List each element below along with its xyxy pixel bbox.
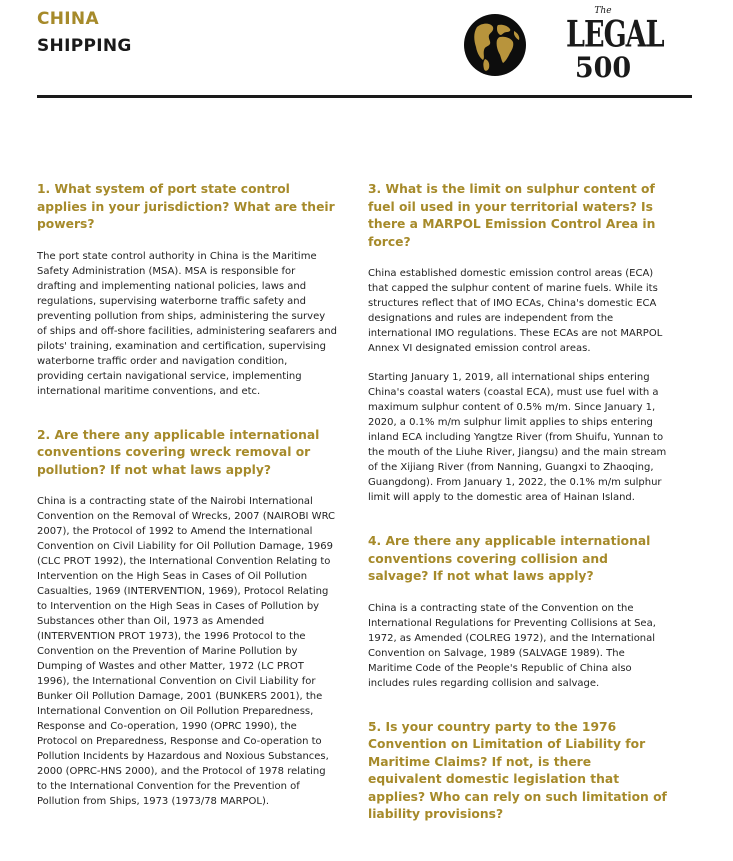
logo-500: 500 [574,51,632,85]
practice-area-title: SHIPPING [37,36,132,56]
answer-1-paragraph: The port state control authority in China is the Maritime Safety Administration (MSA). MSA is responsible for drafting and implementing national policies, laws and regulations, supervising waterborne traffic safety and preventing pollution from ships, administering the survey of ships and off-shore facilities, administering seafarers and pilots' training, examination and certification, supervising waterborne traffic order and navigation condition, providing certain navigational service, implementing international maritime conventions, and etc. [37,250,337,397]
right-column [368,181,668,839]
logo-legal: LEGAL [566,14,664,57]
question-2-heading: 2. Are there any applicable international conventions covering wreck removal or pollution? If not what laws apply? [37,427,320,477]
header-divider [37,95,692,98]
legal500-logo [566,6,664,85]
answer-2-paragraph: China is a contracting state of the Nairobi International Convention on the Removal of Wrecks, 2007 (NAIROBI WRC 2007), the Protocol of 1992 to Amend the International Convention on Civil Liability for Oil Pollution Damage, 1969 (CLC PROT 1992), the International Convention Relating to Intervention on the High Seas in Cases of Oil Pollution Casualties, 1969 (INTERVENTION, 1969), Protocol Relating to Intervention on the High Seas in Cases of Pollution by Substances other than Oil, 1973 as Amended (INTERVENTION PROT 1973), the 1996 Protocol to the Convention on the Prevention of Marine Pollution by Dumping of Wastes and other Matter, 1972 (LC PROT 1996), the International Convention on Civil Liability for Bunker Oil Pollution Damage, 2001 (BUNKERS 2001), the International Convention on Oil Pollution Preparedness, Response and Co-operation, 1990 (OPRC 1990), the Protocol on Preparedness, Response and Co-operation to Pollution Incidents by Hazardous and Noxious Substances, 2000 (OPRC-HNS 2000), and the Protocol of 1978 relating to the International Convention for the Prevention of Pollution from Ships, 1973 (1973/78 MARPOL). [37,496,336,807]
country-title: CHINA [37,9,99,29]
answer-3-paragraph-1: China established domestic emission control areas (ECA) that capped the sulphur content of marine fuels. While its structures reflect that of IMO ECAs, China's domestic ECA designations and rules are independent from the international IMO regulations. These ECAs are not MARPOL Annex VI designated emission control areas. [368,268,663,354]
answer-4-paragraph: China is a contracting state of the Convention on the International Regulations for Preventing Collisions at Sea, 1972, as Amended (COLREG 1972), and the International Convention on Salvage, 1989 (SALVAGE 1989). The Maritime Code of the People's Republic of China also includes rules regarding collision and salvage. [368,602,656,689]
question-3-heading: 3. What is the limit on sulphur content of fuel oil used in your territorial waters? Is there a MARPOL Emission Control Area in force? [368,182,656,249]
question-4-heading: 4. Are there any applicable international conventions covering collision and salvage? If not what laws apply? [368,534,651,583]
answer-3-paragraph-2: Starting January 1, 2019, all international ships entering China's coastal waters (coastal ECA), must use fuel with a maximum sulphur content of 0.5% m/m. Since January 1, 2020, a 0.1% m/m sulphur limit applies to ships entering inland ECA including Yangtze River (from Shuifu, Yunnan to the mouth of the Liuhe River, Jiangsu) and the main stream of the Xijiang River (from Nanning, Guangxi to Zhaoqing, Guangdong). From January 1, 2022, the 0.1% m/m sulphur limit will apply to the domestic area of Hainan Island. [368,372,667,503]
globe-icon [463,13,527,77]
question-1-heading: 1. What system of port state control applies in your jurisdiction? What are their powers? [37,182,335,231]
left-column [37,181,337,823]
logo-the: The [594,6,612,16]
question-5-heading: 5. Is your country party to the 1976 Convention on Limitation of Liability for Maritime Claims? If not, is there equivalent domestic legislation that applies? Who can rely on such limitation of liability provisions? [368,719,667,821]
